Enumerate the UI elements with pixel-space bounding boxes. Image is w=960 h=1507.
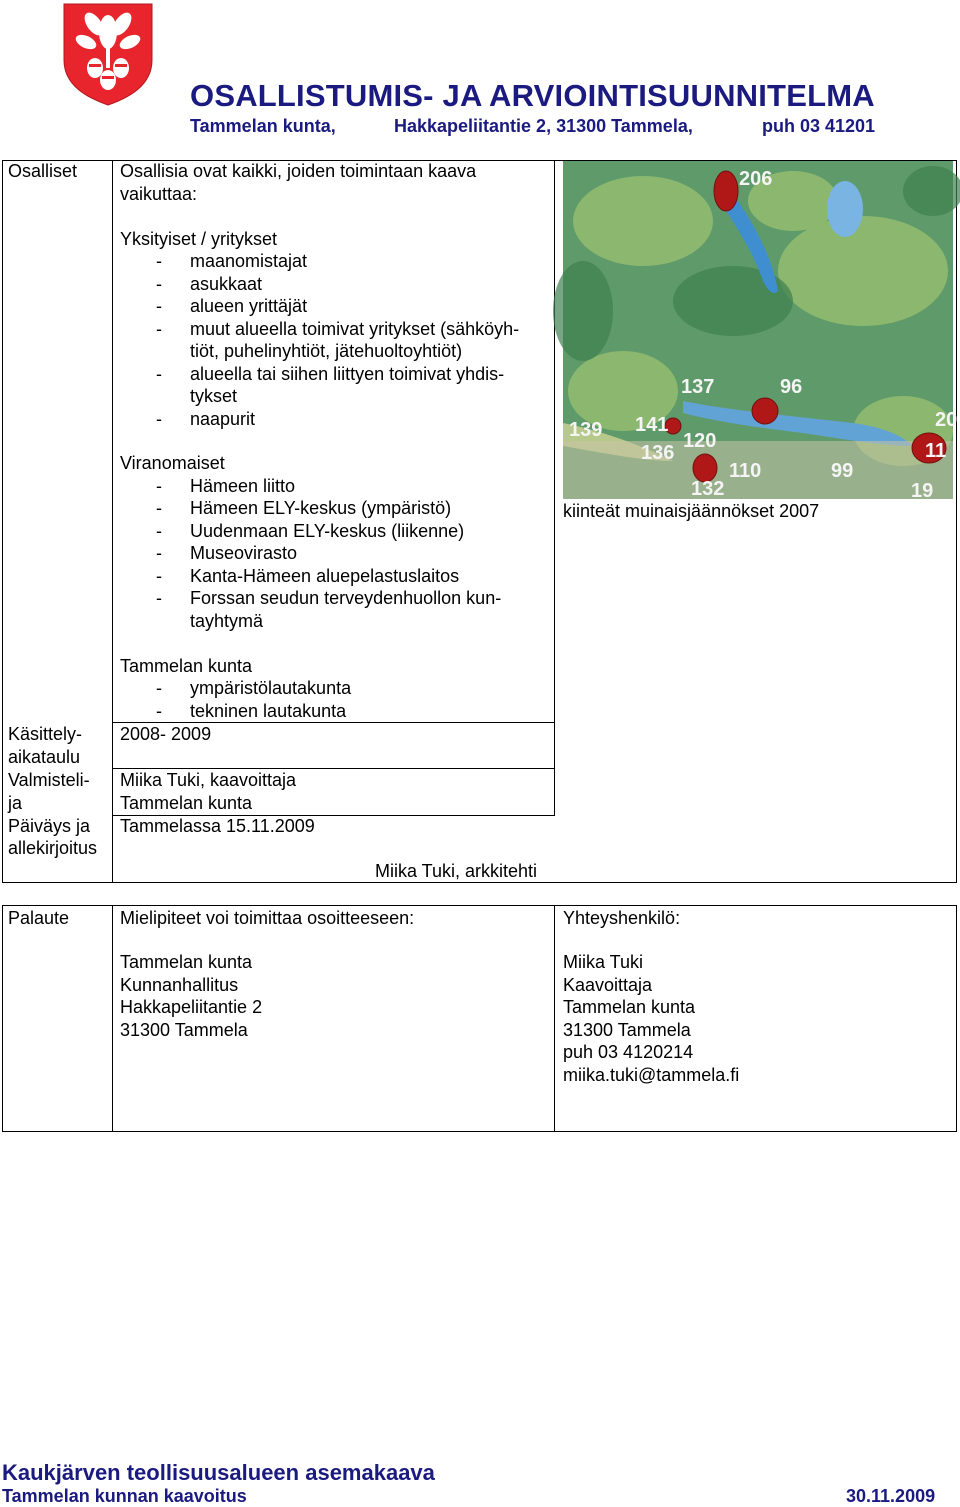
contact-heading: Yhteyshenkilö: xyxy=(563,908,681,928)
map-site-label: 132 xyxy=(691,478,725,500)
header-address: Hakkapeliitantie 2, 31300 Tammela, xyxy=(394,116,693,136)
map-caption: kiinteät muinaisjäännökset 2007 xyxy=(563,501,820,521)
intro-line-1: Osallisia ovat kaikki, joiden toimintaan kaava xyxy=(120,161,477,181)
contact-phone: puh 03 4120214 xyxy=(563,1042,694,1062)
coat-of-arms-logo xyxy=(62,2,154,106)
preparer-label-2: ja xyxy=(8,793,23,813)
header-municipality: Tammelan kunta, xyxy=(190,116,336,136)
feedback-label: Palaute xyxy=(8,908,70,928)
osalliset-label: Osalliset xyxy=(8,161,78,181)
map-site-label: 19 xyxy=(911,480,934,502)
schedule-label: Käsittely- xyxy=(8,724,83,744)
map-site-label: 120 xyxy=(683,430,717,452)
preparer-name: Miika Tuki, kaavoittaja xyxy=(120,770,297,790)
intro-line-2: vaikuttaa: xyxy=(120,184,198,204)
signature-label: Päiväys ja xyxy=(8,816,91,836)
map-site-label: 99 xyxy=(831,460,854,482)
map-site-label: 139 xyxy=(569,419,603,441)
footer-organization: Tammelan kunnan kaavoitus xyxy=(2,1486,247,1506)
address-line: 31300 Tammela xyxy=(120,1020,248,1040)
signature-label-2: allekirjoitus xyxy=(8,838,98,858)
preparer-label: Valmisteli- xyxy=(8,770,90,790)
map-site-label: 206 xyxy=(739,168,773,190)
list-item-continuation: tayhtymä xyxy=(190,611,264,631)
map-site-label: 136 xyxy=(641,442,675,464)
document-title: OSALLISTUMIS- JA ARVIOINTISUUNNITELMA xyxy=(190,78,875,113)
group-municipality-heading: Tammelan kunta xyxy=(120,656,253,676)
contact-email: miika.tuki@tammela.fi xyxy=(563,1065,740,1085)
map-site-label: 110 xyxy=(729,460,762,482)
map-site-label: 11 xyxy=(925,440,947,462)
list-item-continuation: tykset xyxy=(190,386,238,406)
header-phone: puh 03 41201 xyxy=(762,116,876,136)
contact-line: Kaavoittaja xyxy=(563,975,653,995)
schedule-value: 2008- 2009 xyxy=(120,724,212,744)
address-line: Kunnanhallitus xyxy=(120,975,239,995)
map-site-label: 137 xyxy=(681,376,715,398)
footer-date: 30.11.2009 xyxy=(846,1486,936,1506)
feedback-intro: Mielipiteet voi toimittaa osoitteeseen: xyxy=(120,908,415,928)
address-line: Hakkapeliitantie 2 xyxy=(120,997,263,1017)
contact-line: Miika Tuki xyxy=(563,952,644,972)
map-site-label: 96 xyxy=(780,376,803,398)
signer-name: Miika Tuki, arkkitehti xyxy=(375,861,538,881)
signature-date: Tammelassa 15.11.2009 xyxy=(120,816,315,836)
map-site-label: 20 xyxy=(935,409,958,431)
group-private-heading: Yksityiset / yritykset xyxy=(120,229,278,249)
contact-line: 31300 Tammela xyxy=(563,1020,691,1040)
footer-plan-title: Kaukjärven teollisuusalueen asemakaava xyxy=(2,1460,435,1485)
preparer-organization: Tammelan kunta xyxy=(120,793,253,813)
contact-line: Tammelan kunta xyxy=(563,997,696,1017)
list-item-continuation: tiöt, puhelinyhtiöt, jätehuoltoyhtiöt) xyxy=(190,341,463,361)
address-line: Tammelan kunta xyxy=(120,952,253,972)
group-authorities-heading: Viranomaiset xyxy=(120,453,225,473)
schedule-label-2: aikataulu xyxy=(8,747,81,767)
map-site-label: 141 xyxy=(635,414,669,436)
archaeological-sites-map xyxy=(563,161,958,502)
